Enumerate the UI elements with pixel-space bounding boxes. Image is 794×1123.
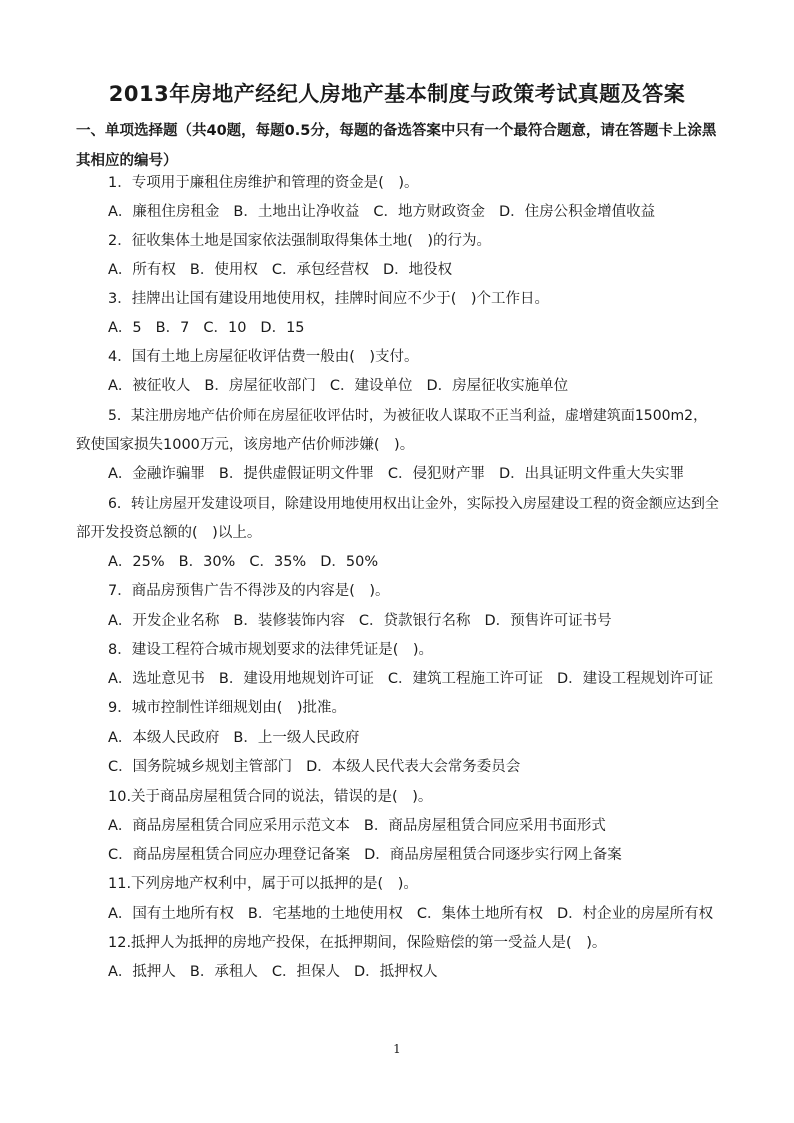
option: B．房屋征收部门 <box>204 378 316 394</box>
answer-options <box>108 816 606 836</box>
option: C．10 <box>203 320 247 336</box>
document-title: 2013年房地产经纪人房地产基本制度与政策考试真题及答案 <box>108 82 686 106</box>
option: C．地方财政资金 <box>373 204 485 220</box>
answer-options <box>108 904 713 924</box>
answer-options <box>108 611 612 631</box>
answer-options <box>108 962 438 982</box>
answer-options <box>108 260 452 280</box>
option: A．被征收人 <box>108 378 191 394</box>
option: A．所有权 <box>108 262 176 278</box>
answer-options <box>108 552 378 572</box>
option: D．本级人民代表大会常务委员会 <box>306 759 521 775</box>
option: D．抵押权人 <box>354 964 438 980</box>
answer-options <box>108 464 684 484</box>
option: A．抵押人 <box>108 964 176 980</box>
answer-options <box>108 318 305 338</box>
answer-options <box>108 669 713 689</box>
option: A．5 <box>108 320 142 336</box>
option: C．35% <box>249 554 307 570</box>
question-stem: 9．城市控制性详细规划由( )批准。 <box>108 700 347 716</box>
option: D．住房公积金增值收益 <box>499 204 656 220</box>
question-stem: 11.下列房地产权利中，属于可以抵押的是( )。 <box>108 876 418 892</box>
option: C．贷款银行名称 <box>358 613 471 629</box>
question-stem: 5．某注册房地产估价师在房屋征收评估时，为被征收人谋取不正当利益，虚增建筑面1500m2， <box>108 408 708 424</box>
option: A．商品房屋租赁合同应采用示范文本 <box>108 818 350 834</box>
answer-options <box>108 845 622 865</box>
page-number: 1 <box>393 1042 401 1056</box>
option: D．15 <box>260 320 305 336</box>
option: A．本级人民政府 <box>108 730 220 746</box>
question-stem: 3．挂牌出让国有建设用地使用权，挂牌时间应不少于( )个工作日。 <box>108 291 550 307</box>
option: C．侵犯财产罪 <box>387 466 485 482</box>
option: B．宅基地的土地使用权 <box>247 906 403 922</box>
option: C．集体土地所有权 <box>416 906 543 922</box>
option: D．村企业的房屋所有权 <box>557 906 714 922</box>
option: D．出具证明文件重大失实罪 <box>499 466 685 482</box>
option: A．国有土地所有权 <box>108 906 234 922</box>
option: D．预售许可证书号 <box>484 613 612 629</box>
answer-options <box>108 376 568 396</box>
option: C．建筑工程施工许可证 <box>387 671 543 687</box>
answer-options <box>108 757 520 777</box>
question-stem: 8．建设工程符合城市规划要求的法律凭证是( )。 <box>108 642 434 658</box>
option: B．使用权 <box>189 262 258 278</box>
option: D．50% <box>320 554 379 570</box>
option: A．金融诈骗罪 <box>108 466 205 482</box>
option: B．30% <box>178 554 236 570</box>
answer-options <box>108 202 655 222</box>
question-stem-continued: 致使国家损失1000万元，该房地产估价师涉嫌( )。 <box>76 437 415 453</box>
option: A．选址意见书 <box>108 671 205 687</box>
section-heading: 一、单项选择题（共40题，每题0.5分，每题的备选答案中只有一个最符合题意，请在答题卡上涂黑其相应的编号） <box>76 123 717 169</box>
option: B．提供虚假证明文件罪 <box>218 466 374 482</box>
question-stem: 12.抵押人为抵押的房地产投保，在抵押期间，保险赔偿的第一受益人是( )。 <box>108 935 607 951</box>
question-stem: 1．专项用于廉租住房维护和管理的资金是( )。 <box>108 175 419 191</box>
answer-options <box>108 728 359 748</box>
question-stem: 7．商品房预售广告不得涉及的内容是( )。 <box>108 583 390 599</box>
option: B．装修装饰内容 <box>233 613 345 629</box>
option: D．地役权 <box>383 262 453 278</box>
option: C．建设单位 <box>329 378 413 394</box>
option: B．商品房屋租赁合同应采用书面形式 <box>363 818 606 834</box>
option: A．廉租住房租金 <box>108 204 220 220</box>
option: B．承租人 <box>189 964 258 980</box>
option: B．建设用地规划许可证 <box>218 671 374 687</box>
option: B．7 <box>155 320 190 336</box>
option: A．开发企业名称 <box>108 613 220 629</box>
option: C．商品房屋租赁合同应办理登记备案 <box>108 847 351 863</box>
option: B．上一级人民政府 <box>233 730 360 746</box>
question-stem-continued: 部开发投资总额的( )以上。 <box>76 525 262 541</box>
option: C．国务院城乡规划主管部门 <box>108 759 293 775</box>
option: D．商品房屋租赁合同逐步实行网上备案 <box>364 847 622 863</box>
question-stem: 10.关于商品房屋租赁合同的说法，错误的是( )。 <box>108 789 433 805</box>
question-stem: 4．国有土地上房屋征收评估费一般由( )支付。 <box>108 349 419 365</box>
question-stem: 6．转让房屋开发建设项目，除建设用地使用权出让金外，实际投入房屋建设工程的资金额应达到全 <box>108 496 719 512</box>
option: C．承包经营权 <box>271 262 369 278</box>
option: C．担保人 <box>271 964 340 980</box>
question-stem: 2．征收集体土地是国家依法强制取得集体土地( )的行为。 <box>108 233 492 249</box>
option: D．建设工程规划许可证 <box>557 671 714 687</box>
option: D．房屋征收实施单位 <box>426 378 569 394</box>
option: A．25% <box>108 554 165 570</box>
option: B．土地出让净收益 <box>233 204 360 220</box>
